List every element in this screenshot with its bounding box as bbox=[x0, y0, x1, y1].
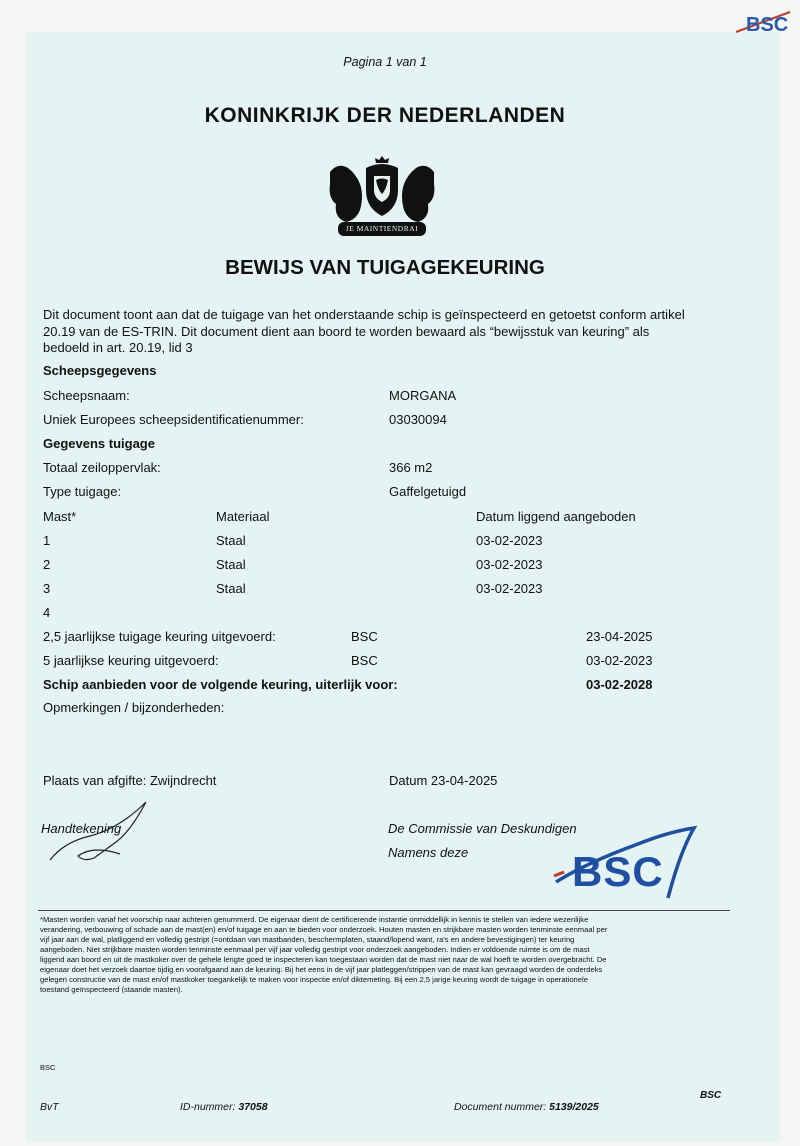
footnote-line: *Masten worden vanaf het voorschip naar achteren genummerd. De eigenaar dient de certificerende instantie onmiddellijk in kennis te stellen van iedere wezenlijke bbox=[40, 915, 589, 924]
rig-section-heading: Gegevens tuigage bbox=[43, 436, 155, 451]
footer-id bbox=[180, 1101, 268, 1113]
footer-doc-label: Document nummer: bbox=[454, 1101, 547, 1113]
sail-area-value: 366 m2 bbox=[389, 460, 433, 475]
inspection-5-org: BSC bbox=[351, 653, 378, 668]
inspection-25-label: 2,5 jaarlijkse tuigage keuring uitgevoerd: bbox=[43, 629, 276, 644]
footnote bbox=[40, 915, 740, 995]
remarks-label: Opmerkingen / bijzonderheden: bbox=[43, 700, 225, 715]
bsc-logo-text: BSC bbox=[572, 848, 664, 895]
inspection-25-org: BSC bbox=[351, 629, 378, 644]
ship-name-label: Scheepsnaam: bbox=[43, 388, 130, 403]
mast-number: 2 bbox=[43, 557, 51, 572]
inspection-5-date: 03-02-2023 bbox=[586, 653, 653, 668]
mast-date: 03-02-2023 bbox=[476, 557, 543, 572]
mast-material: Staal bbox=[216, 533, 246, 548]
footnote-line: verandering, verbouwing of schade aan de mast(en) en/of tuigage en aan te bieden voor onderzoek. Houten masten en strijkbare masten worden tenminste eenmaal per bbox=[40, 925, 608, 934]
footer-id-value: 37058 bbox=[238, 1101, 268, 1113]
ship-id-label: Uniek Europees scheepsidentificatienummer: bbox=[43, 412, 304, 427]
commission-label: De Commissie van Deskundigen bbox=[388, 821, 577, 836]
document-title: BEWIJS VAN TUIGAGEKEURING bbox=[225, 256, 545, 279]
footer-doc-value: 5139/2025 bbox=[549, 1101, 599, 1113]
rig-type-label: Type tuigage: bbox=[43, 484, 122, 499]
issue-date: Datum 23-04-2025 bbox=[389, 773, 498, 788]
footer-right-org: BSC bbox=[700, 1090, 722, 1101]
signature-scribble-icon bbox=[46, 800, 156, 866]
corner-logo-text: BSC bbox=[746, 14, 789, 36]
mast-number: 3 bbox=[43, 581, 51, 596]
footnote-line: aangeboden. Niet strijkbare masten worden tenminste eenmaal per vijf jaar volledig gestript voor onderzoek aangeboden. Indien er voldoende ruimte is om de mast bbox=[40, 945, 590, 954]
page-number: Pagina 1 van 1 bbox=[343, 55, 427, 69]
footer-doc-number bbox=[454, 1101, 599, 1113]
corner-logo bbox=[732, 8, 794, 40]
footnote-rule bbox=[38, 910, 730, 911]
mast-date: 03-02-2023 bbox=[476, 533, 543, 548]
rig-type-value: Gaffelgetuigd bbox=[389, 484, 467, 499]
bsc-logo bbox=[548, 822, 698, 902]
footnote-line: liggend aan boord en uit de mastkoker over de gehele lengte goed te inspecteren kan toegestaan worden dat de mast niet naar de wal hoeft te worden overgebracht. De bbox=[40, 955, 607, 964]
next-inspection-label: Schip aanbieden voor de volgende keuring, uiterlijk voor: bbox=[43, 677, 398, 692]
on-behalf-label: Namens deze bbox=[388, 845, 469, 860]
mast-material: Staal bbox=[216, 557, 246, 572]
sail-area-label: Totaal zeiloppervlak: bbox=[43, 460, 161, 475]
mast-number: 1 bbox=[43, 533, 51, 548]
coat-of-arms-motto: JE MAINTIENDRAI bbox=[345, 224, 419, 233]
next-inspection-date: 03-02-2028 bbox=[586, 677, 653, 692]
issue-place: Plaats van afgifte: Zwijndrecht bbox=[43, 773, 217, 788]
intro-line: bedoeld in art. 20.19, lid 3 bbox=[43, 340, 193, 355]
footnote-line: toestand geïnspecteerd (staande masten). bbox=[40, 985, 183, 994]
coat-of-arms bbox=[316, 152, 448, 244]
material-column-header: Materiaal bbox=[216, 509, 270, 524]
intro-line: Dit document toont aan dat de tuigage van het onderstaande schip is geïnspecteerd en getoetst conform artikel bbox=[43, 307, 685, 322]
intro-paragraph bbox=[43, 307, 763, 357]
footer-small-org: BSC bbox=[40, 1063, 56, 1072]
footnote-line: vijf jaar aan de wal, platliggend en volledig gestript (=ontdaan van mastbanden, beschermplaten, staand/lopend want, ra's en andere bevestigingen) ter keuring bbox=[40, 935, 575, 944]
inspection-5-label: 5 jaarlijkse keuring uitgevoerd: bbox=[43, 653, 219, 668]
mast-material: Staal bbox=[216, 581, 246, 596]
footer-id-label: ID-nummer: bbox=[180, 1101, 236, 1113]
country-title: KONINKRIJK DER NEDERLANDEN bbox=[204, 104, 566, 127]
ship-name-value: MORGANA bbox=[389, 388, 457, 403]
ship-id-value: 03030094 bbox=[389, 412, 447, 427]
inspection-25-date: 23-04-2025 bbox=[586, 629, 653, 644]
signature-label: Handtekening bbox=[41, 821, 122, 836]
ship-section-heading: Scheepsgegevens bbox=[43, 363, 157, 378]
mast-number: 4 bbox=[43, 605, 51, 620]
intro-line: 20.19 van de ES-TRIN. Dit document dient aan boord te worden bewaard als “bewijsstuk van keuring” als bbox=[43, 323, 650, 339]
footnote-line: eigenaar doet het verzoek daartoe tijdig en voorafgaand aan de keuring. Bij het eens in de vijf jaar platleggen/strippen van de mast kan gevraagd worden de onderdeks bbox=[40, 965, 603, 974]
footer-left-code: BvT bbox=[40, 1101, 59, 1113]
mast-column-header: Mast* bbox=[43, 509, 77, 524]
footnote-line: gelegen constructie van de mast en/of mastkoker toegankelijk te maken voor inspectie en/of diktemeting. Bij een 2,5 jarige keuring wordt de tuigage in operationele bbox=[40, 975, 588, 984]
date-column-header: Datum liggend aangeboden bbox=[476, 509, 636, 524]
mast-date: 03-02-2023 bbox=[476, 581, 543, 596]
